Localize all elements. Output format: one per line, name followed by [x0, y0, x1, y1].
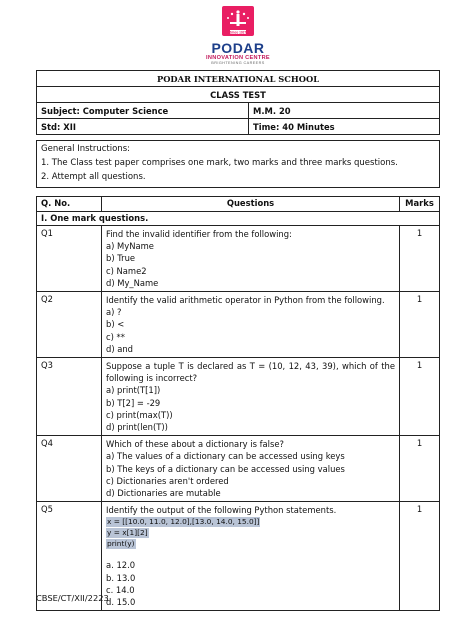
question-marks: 1: [400, 358, 440, 436]
option: a) ?: [106, 307, 122, 318]
logo-badge: Since 1927: [229, 30, 247, 35]
table-row: [37, 436, 440, 502]
option: d) and: [106, 343, 134, 354]
header-table: [36, 70, 440, 135]
table-header-row: [37, 197, 440, 212]
option: d) My_Name: [106, 277, 159, 288]
option: b) <: [106, 319, 125, 330]
logo-subtitle: INNOVATION CENTRE: [206, 55, 270, 61]
question-number: Q2: [37, 292, 102, 358]
question-text: Identify the output of the following Python statements.: [106, 505, 337, 516]
school-name: PODAR INTERNATIONAL SCHOOL: [37, 71, 440, 87]
table-row: [37, 358, 440, 436]
instructions-title: General Instructions:: [41, 144, 130, 154]
question-marks: 1: [400, 502, 440, 611]
question-text: Identify the valid arithmetic operator in Python from the following.: [106, 295, 385, 306]
option: b) True: [106, 253, 136, 264]
school-logo: [198, 6, 278, 64]
test-title: CLASS TEST: [37, 87, 440, 103]
std-label: Std: XII: [37, 119, 249, 135]
question-number: Q3: [37, 358, 102, 436]
option: b) T[2] = -29: [106, 397, 161, 408]
footer-code: CBSE/CT/XII/2223: [36, 593, 109, 603]
column-header-marks: Marks: [400, 197, 440, 212]
question-marks: 1: [400, 226, 440, 292]
question-cell: [102, 436, 400, 502]
time-label: Time: 40 Minutes: [249, 119, 440, 135]
option: c) Dictionaries aren't ordered: [106, 475, 229, 486]
column-header-qno: Q. No.: [37, 197, 102, 212]
instruction-item: 2. Attempt all questions.: [41, 172, 146, 182]
logo-tagline: BRIGHTENING CAREERS: [211, 61, 265, 65]
question-marks: 1: [400, 292, 440, 358]
option: c. 14.0: [106, 584, 135, 595]
table-row: [37, 292, 440, 358]
option: c) print(max(T)): [106, 409, 173, 420]
option: a. 12.0: [106, 560, 136, 571]
option: a) MyName: [106, 241, 154, 252]
question-number: Q1: [37, 226, 102, 292]
question-cell: [102, 502, 400, 611]
option: c) Name2: [106, 265, 147, 276]
questions-table: [36, 196, 440, 611]
option: a) print(T[1]): [106, 385, 161, 396]
code-block: [106, 516, 395, 549]
option: d) Dictionaries are mutable: [106, 488, 221, 499]
option: c) **: [106, 331, 125, 342]
option: b) The keys of a dictionary can be accessed using values: [106, 463, 345, 474]
question-cell: [102, 226, 400, 292]
option: a) The values of a dictionary can be accessed using keys: [106, 451, 345, 462]
subject-label: Subject: Computer Science: [37, 103, 249, 119]
code-line: x = [[10.0, 11.0, 12.0],[13.0, 14.0, 15.0]]: [107, 517, 260, 527]
question-text: Find the invalid identifier from the following:: [106, 229, 292, 239]
table-row: [37, 226, 440, 292]
column-header-questions: Questions: [102, 197, 400, 212]
instruction-item: 1. The Class test paper comprises one mark, two marks and three marks questions.: [41, 158, 398, 168]
section-row: [37, 212, 440, 226]
logo-emblem-icon: [216, 6, 260, 40]
logo-brand: PODAR: [211, 40, 265, 56]
max-marks: M.M. 20: [249, 103, 440, 119]
general-instructions: [36, 140, 440, 188]
option: d) print(len(T)): [106, 422, 168, 433]
code-line: y = x[1][2]: [107, 528, 148, 538]
option: b. 13.0: [106, 572, 136, 583]
section-title: I. One mark questions.: [37, 212, 440, 226]
question-number: Q4: [37, 436, 102, 502]
question-text: Which of these about a dictionary is false?: [106, 439, 284, 450]
question-cell: [102, 358, 400, 436]
question-marks: 1: [400, 436, 440, 502]
question-text: Suppose a tuple T is declared as T = (10, 12, 43, 39), which of the following is incorrect?: [106, 361, 395, 384]
question-number: Q5: [37, 502, 102, 611]
code-line: print(y): [107, 539, 135, 549]
question-cell: [102, 292, 400, 358]
option: d. 15.0: [106, 597, 136, 608]
